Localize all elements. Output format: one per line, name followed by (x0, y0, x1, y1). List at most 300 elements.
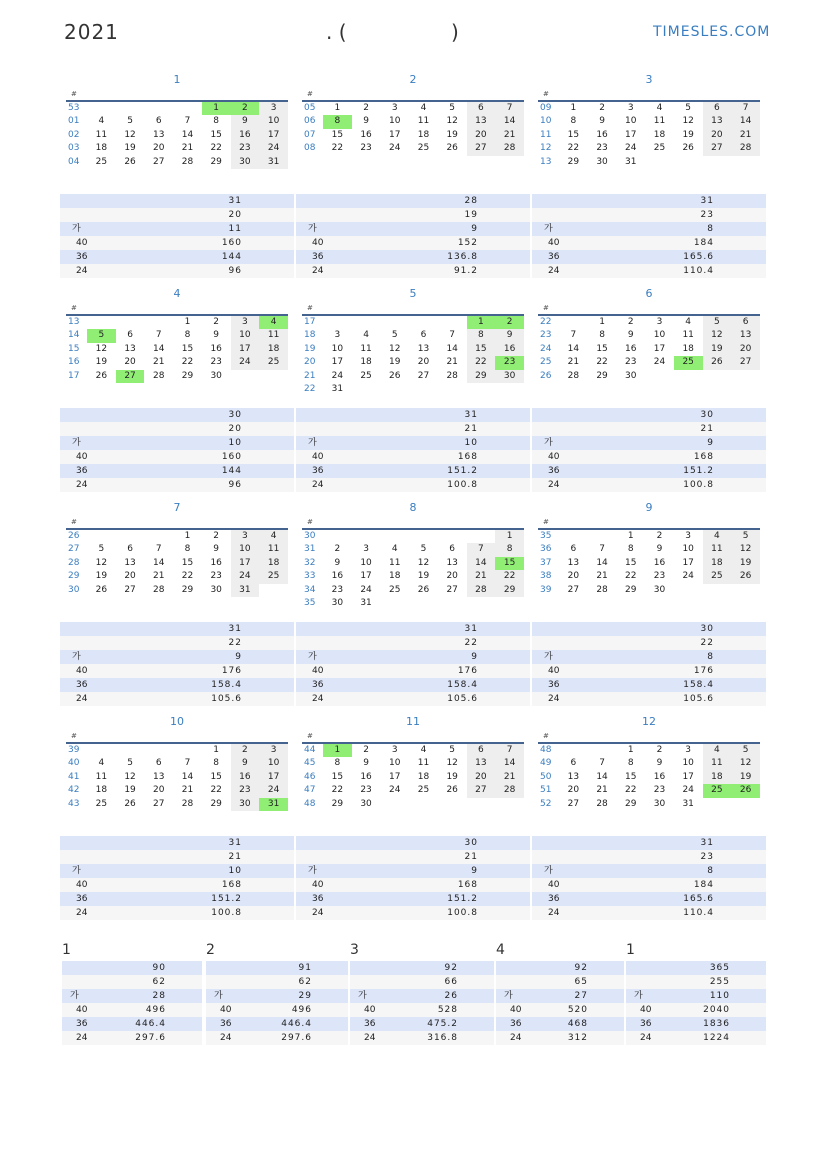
day-cell[interactable]: 30 (495, 370, 524, 383)
day-cell[interactable]: 26 (446, 785, 458, 796)
day-cell[interactable]: 18 (703, 771, 732, 784)
day-cell[interactable]: 4 (259, 530, 288, 543)
day-cell[interactable]: 10 (625, 116, 637, 127)
day-cell[interactable]: 23 (653, 571, 666, 582)
day-cell[interactable]: 24 (625, 143, 637, 154)
day-cell[interactable]: 6 (467, 744, 496, 757)
day-cell[interactable]: 19 (389, 357, 401, 368)
day-cell[interactable]: 16 (596, 129, 608, 140)
day-cell[interactable]: 11 (95, 771, 108, 782)
day-cell[interactable]: 29 (181, 370, 194, 381)
day-cell[interactable]: 6 (703, 102, 732, 115)
day-cell[interactable]: 28 (467, 584, 496, 597)
day-cell[interactable]: 27 (153, 156, 165, 167)
day-cell[interactable]: 8 (627, 544, 634, 555)
day-cell[interactable]: 14 (153, 343, 165, 354)
day-cell[interactable]: 3 (685, 745, 692, 755)
day-cell[interactable]: 25 (674, 356, 703, 369)
day-cell[interactable]: 5 (449, 745, 456, 755)
day-cell[interactable]: 5 (731, 530, 760, 543)
day-cell[interactable]: 26 (731, 784, 760, 797)
day-cell[interactable]: 23 (653, 785, 666, 796)
day-cell[interactable]: 4 (656, 103, 663, 113)
day-cell[interactable]: 20 (124, 357, 136, 368)
day-cell[interactable]: 15 (596, 343, 608, 354)
day-cell[interactable]: 10 (231, 543, 260, 556)
day-cell[interactable]: 2 (363, 103, 369, 113)
day-cell[interactable]: 30 (360, 798, 372, 809)
day-cell[interactable]: 22 (181, 571, 194, 582)
day-cell[interactable]: 12 (446, 116, 458, 127)
day-cell[interactable]: 11 (703, 543, 732, 556)
day-cell[interactable]: 23 (210, 571, 222, 582)
day-cell[interactable]: 25 (703, 570, 732, 583)
day-cell[interactable]: 22 (625, 571, 637, 582)
day-cell[interactable]: 7 (731, 102, 760, 115)
day-cell[interactable]: 20 (417, 357, 430, 368)
day-cell[interactable]: 20 (703, 129, 732, 142)
day-cell[interactable]: 6 (420, 330, 427, 341)
day-cell[interactable]: 14 (467, 557, 496, 570)
day-cell[interactable]: 13 (153, 129, 165, 140)
day-cell[interactable]: 17 (360, 571, 372, 582)
day-cell[interactable]: 13 (124, 343, 136, 354)
day-cell[interactable]: 22 (331, 143, 344, 154)
day-cell[interactable]: 25 (653, 143, 666, 154)
day-cell[interactable]: 31 (259, 156, 288, 169)
day-cell[interactable]: 19 (95, 357, 108, 368)
day-cell[interactable]: 24 (360, 584, 372, 595)
day-cell[interactable]: 7 (599, 544, 605, 555)
day-cell[interactable]: 22 (467, 356, 496, 369)
day-cell[interactable]: 9 (363, 116, 369, 127)
day-cell[interactable]: 20 (446, 571, 458, 582)
day-cell[interactable]: 11 (417, 116, 430, 127)
day-cell[interactable]: 8 (213, 116, 220, 127)
day-cell[interactable]: 18 (259, 343, 288, 356)
day-cell[interactable]: 28 (181, 798, 194, 809)
day-cell[interactable]: 28 (596, 798, 608, 809)
day-cell[interactable]: 5 (703, 316, 732, 329)
day-cell[interactable]: 3 (231, 530, 260, 543)
day-cell[interactable]: 14 (181, 771, 194, 782)
day-cell[interactable]: 1 (627, 531, 634, 541)
day-cell[interactable]: 17 (231, 557, 260, 570)
day-cell[interactable]: 14 (153, 557, 165, 568)
month-title[interactable]: 6 (645, 287, 653, 300)
day-cell[interactable]: 4 (685, 317, 692, 327)
day-cell[interactable]: 30 (331, 598, 344, 609)
day-cell[interactable]: 18 (703, 557, 732, 570)
day-cell[interactable]: 13 (153, 771, 165, 782)
day-cell[interactable]: 4 (420, 745, 427, 755)
day-cell[interactable]: 10 (259, 115, 288, 128)
day-cell[interactable]: 3 (259, 744, 288, 757)
day-cell[interactable]: 14 (731, 115, 760, 128)
day-cell[interactable]: 26 (389, 370, 401, 381)
day-cell[interactable]: 24 (389, 785, 401, 796)
day-cell[interactable]: 17 (231, 343, 260, 356)
day-cell[interactable]: 2 (627, 317, 634, 327)
day-cell[interactable]: 24 (231, 570, 260, 583)
day-cell[interactable]: 5 (87, 329, 116, 342)
day-cell[interactable]: 28 (181, 156, 194, 167)
day-cell[interactable]: 2 (363, 745, 369, 755)
day-cell[interactable]: 29 (625, 584, 637, 595)
day-cell[interactable]: 7 (184, 758, 191, 769)
day-cell[interactable]: 23 (625, 357, 637, 368)
day-cell[interactable]: 19 (417, 571, 430, 582)
day-cell[interactable]: 17 (389, 771, 401, 782)
day-cell[interactable]: 29 (331, 798, 344, 809)
month-title[interactable]: 1 (173, 73, 181, 86)
day-cell[interactable]: 9 (599, 116, 605, 127)
day-cell[interactable]: 8 (570, 116, 577, 127)
day-cell[interactable]: 26 (731, 570, 760, 583)
month-title[interactable]: 12 (642, 715, 656, 728)
day-cell[interactable]: 30 (231, 798, 260, 811)
day-cell[interactable]: 27 (124, 584, 136, 595)
day-cell[interactable]: 15 (567, 129, 580, 140)
day-cell[interactable]: 5 (98, 544, 105, 555)
day-cell[interactable]: 9 (627, 330, 634, 341)
day-cell[interactable]: 29 (495, 584, 524, 597)
day-cell[interactable]: 25 (95, 156, 108, 167)
day-cell[interactable]: 15 (331, 129, 344, 140)
day-cell[interactable]: 5 (391, 330, 398, 341)
site-logo[interactable]: TIMESLES.COM (653, 24, 771, 40)
day-cell[interactable]: 28 (731, 142, 760, 155)
day-cell[interactable]: 3 (391, 745, 398, 755)
day-cell[interactable]: 16 (360, 129, 372, 140)
day-cell[interactable]: 17 (682, 771, 694, 782)
day-cell[interactable]: 30 (596, 156, 608, 167)
day-cell[interactable]: 31 (331, 384, 344, 395)
day-cell[interactable]: 24 (682, 785, 694, 796)
day-cell[interactable]: 1 (202, 102, 231, 115)
day-cell[interactable]: 2 (656, 745, 663, 755)
day-cell[interactable]: 9 (495, 329, 524, 342)
day-cell[interactable]: 17 (389, 129, 401, 140)
day-cell[interactable]: 17 (259, 771, 288, 784)
day-cell[interactable]: 17 (259, 129, 288, 142)
day-cell[interactable]: 21 (596, 571, 608, 582)
day-cell[interactable]: 20 (124, 571, 136, 582)
day-cell[interactable]: 7 (467, 543, 496, 556)
day-cell[interactable]: 13 (467, 757, 496, 770)
day-cell[interactable]: 28 (153, 584, 165, 595)
day-cell[interactable]: 7 (449, 330, 456, 341)
day-cell[interactable]: 23 (360, 785, 372, 796)
day-cell[interactable]: 12 (731, 543, 760, 556)
day-cell[interactable]: 23 (360, 143, 372, 154)
day-cell[interactable]: 11 (259, 329, 288, 342)
day-cell[interactable]: 2 (231, 102, 260, 115)
day-cell[interactable]: 29 (467, 370, 496, 383)
day-cell[interactable]: 28 (153, 370, 165, 381)
day-cell[interactable]: 28 (567, 370, 580, 381)
day-cell[interactable]: 1 (495, 530, 524, 543)
day-cell[interactable]: 17 (625, 129, 637, 140)
day-cell[interactable]: 12 (389, 343, 401, 354)
day-cell[interactable]: 30 (653, 798, 666, 809)
day-cell[interactable]: 9 (656, 758, 663, 769)
day-cell[interactable]: 7 (184, 116, 191, 127)
day-cell[interactable]: 27 (467, 784, 496, 797)
day-cell[interactable]: 18 (95, 785, 108, 796)
day-cell[interactable]: 5 (449, 103, 456, 113)
day-cell[interactable]: 25 (389, 584, 401, 595)
day-cell[interactable]: 15 (495, 557, 524, 570)
day-cell[interactable]: 8 (184, 330, 191, 341)
day-cell[interactable]: 15 (331, 771, 344, 782)
day-cell[interactable]: 23 (231, 784, 260, 797)
month-title[interactable]: 7 (173, 501, 181, 514)
day-cell[interactable]: 10 (360, 557, 372, 568)
day-cell[interactable]: 15 (467, 343, 496, 356)
day-cell[interactable]: 25 (360, 370, 372, 381)
day-cell[interactable]: 17 (682, 557, 694, 568)
day-cell[interactable]: 11 (95, 129, 108, 140)
day-cell[interactable]: 21 (153, 571, 165, 582)
day-cell[interactable]: 27 (116, 370, 145, 383)
day-cell[interactable]: 19 (446, 129, 458, 140)
day-cell[interactable]: 20 (153, 785, 165, 796)
day-cell[interactable]: 29 (567, 156, 580, 167)
day-cell[interactable]: 9 (334, 557, 341, 568)
day-cell[interactable]: 26 (446, 143, 458, 154)
day-cell[interactable]: 21 (181, 785, 194, 796)
day-cell[interactable]: 12 (124, 129, 136, 140)
day-cell[interactable]: 23 (331, 584, 344, 595)
day-cell[interactable]: 6 (570, 544, 577, 555)
day-cell[interactable]: 3 (363, 544, 369, 555)
day-cell[interactable]: 14 (495, 115, 524, 128)
day-cell[interactable]: 9 (213, 544, 220, 555)
day-cell[interactable]: 24 (259, 142, 288, 155)
month-title[interactable]: 8 (409, 501, 417, 514)
day-cell[interactable]: 18 (360, 357, 372, 368)
day-cell[interactable]: 13 (446, 557, 458, 568)
day-cell[interactable]: 14 (596, 557, 608, 568)
day-cell[interactable]: 5 (127, 116, 133, 127)
day-cell[interactable]: 24 (331, 370, 344, 381)
day-cell[interactable]: 20 (467, 129, 496, 142)
day-cell[interactable]: 26 (95, 370, 108, 381)
day-cell[interactable]: 18 (417, 771, 430, 782)
day-cell[interactable]: 5 (731, 744, 760, 757)
day-cell[interactable]: 10 (389, 758, 401, 769)
day-cell[interactable]: 24 (231, 356, 260, 369)
day-cell[interactable]: 12 (682, 116, 694, 127)
day-cell[interactable]: 11 (682, 330, 694, 341)
day-cell[interactable]: 27 (731, 356, 760, 369)
day-cell[interactable]: 22 (596, 357, 608, 368)
day-cell[interactable]: 14 (495, 757, 524, 770)
day-cell[interactable]: 18 (653, 129, 666, 140)
day-cell[interactable]: 9 (363, 758, 369, 769)
day-cell[interactable]: 15 (625, 771, 637, 782)
day-cell[interactable]: 19 (682, 129, 694, 140)
day-cell[interactable]: 20 (567, 571, 580, 582)
day-cell[interactable]: 25 (417, 143, 430, 154)
day-cell[interactable]: 7 (155, 330, 162, 341)
day-cell[interactable]: 19 (731, 557, 760, 570)
day-cell[interactable]: 10 (331, 343, 344, 354)
month-title[interactable]: 3 (645, 73, 653, 86)
day-cell[interactable]: 9 (231, 757, 260, 770)
day-cell[interactable]: 2 (213, 531, 220, 541)
day-cell[interactable]: 20 (467, 771, 496, 784)
day-cell[interactable]: 10 (389, 116, 401, 127)
day-cell[interactable]: 16 (625, 343, 637, 354)
day-cell[interactable]: 8 (627, 758, 634, 769)
day-cell[interactable]: 16 (231, 129, 260, 142)
day-cell[interactable]: 16 (360, 771, 372, 782)
day-cell[interactable]: 13 (703, 115, 732, 128)
day-cell[interactable]: 11 (703, 757, 732, 770)
month-title[interactable]: 4 (173, 287, 181, 300)
day-cell[interactable]: 31 (682, 798, 694, 809)
day-cell[interactable]: 8 (495, 543, 524, 556)
day-cell[interactable]: 4 (98, 758, 105, 769)
day-cell[interactable]: 19 (446, 771, 458, 782)
day-cell[interactable]: 4 (703, 744, 732, 757)
day-cell[interactable]: 8 (213, 758, 220, 769)
day-cell[interactable]: 18 (417, 129, 430, 140)
day-cell[interactable]: 12 (417, 557, 430, 568)
month-title[interactable]: 11 (406, 715, 420, 728)
day-cell[interactable]: 17 (653, 343, 666, 354)
day-cell[interactable]: 6 (467, 102, 496, 115)
day-cell[interactable]: 15 (625, 557, 637, 568)
day-cell[interactable]: 25 (259, 356, 288, 369)
day-cell[interactable]: 25 (703, 784, 732, 797)
day-cell[interactable]: 6 (155, 758, 162, 769)
day-cell[interactable]: 16 (331, 571, 344, 582)
day-cell[interactable]: 30 (231, 156, 260, 169)
day-cell[interactable]: 30 (653, 584, 666, 595)
day-cell[interactable]: 4 (259, 316, 288, 329)
day-cell[interactable]: 22 (210, 785, 222, 796)
day-cell[interactable]: 6 (570, 758, 577, 769)
day-cell[interactable]: 1 (570, 103, 577, 113)
day-cell[interactable]: 11 (389, 557, 401, 568)
day-cell[interactable]: 25 (95, 798, 108, 809)
day-cell[interactable]: 25 (417, 785, 430, 796)
day-cell[interactable]: 9 (656, 544, 663, 555)
day-cell[interactable]: 16 (653, 557, 666, 568)
day-cell[interactable]: 26 (124, 156, 136, 167)
day-cell[interactable]: 3 (334, 330, 341, 341)
day-cell[interactable]: 5 (685, 103, 692, 113)
day-cell[interactable]: 12 (731, 757, 760, 770)
day-cell[interactable]: 5 (127, 758, 133, 769)
day-cell[interactable]: 1 (184, 317, 191, 327)
day-cell[interactable]: 29 (596, 370, 608, 381)
day-cell[interactable]: 27 (567, 584, 580, 595)
day-cell[interactable]: 27 (417, 370, 430, 381)
day-cell[interactable]: 22 (331, 785, 344, 796)
day-cell[interactable]: 29 (210, 156, 222, 167)
day-cell[interactable]: 30 (625, 370, 637, 381)
day-cell[interactable]: 3 (656, 317, 663, 327)
day-cell[interactable]: 1 (627, 745, 634, 755)
day-cell[interactable]: 28 (596, 584, 608, 595)
day-cell[interactable]: 14 (181, 129, 194, 140)
day-cell[interactable]: 11 (360, 343, 372, 354)
day-cell[interactable]: 26 (417, 584, 430, 595)
day-cell[interactable]: 24 (653, 357, 666, 368)
day-cell[interactable]: 1 (599, 317, 605, 327)
day-cell[interactable]: 8 (323, 115, 352, 128)
day-cell[interactable]: 18 (95, 143, 108, 154)
day-cell[interactable]: 23 (210, 357, 222, 368)
day-cell[interactable]: 21 (467, 570, 496, 583)
day-cell[interactable]: 27 (467, 142, 496, 155)
day-cell[interactable]: 11 (259, 543, 288, 556)
day-cell[interactable]: 13 (124, 557, 136, 568)
day-cell[interactable]: 27 (446, 584, 458, 595)
day-cell[interactable]: 11 (653, 116, 666, 127)
day-cell[interactable]: 30 (210, 370, 222, 381)
day-cell[interactable]: 24 (389, 143, 401, 154)
day-cell[interactable]: 12 (703, 329, 732, 342)
day-cell[interactable]: 7 (570, 330, 577, 341)
day-cell[interactable]: 27 (153, 798, 165, 809)
day-cell[interactable]: 21 (495, 129, 524, 142)
day-cell[interactable]: 8 (599, 330, 605, 341)
day-cell[interactable]: 7 (599, 758, 605, 769)
day-cell[interactable]: 28 (495, 784, 524, 797)
day-cell[interactable]: 1 (323, 744, 352, 757)
day-cell[interactable]: 25 (259, 570, 288, 583)
day-cell[interactable]: 30 (210, 584, 222, 595)
day-cell[interactable]: 2 (334, 544, 341, 555)
day-cell[interactable]: 28 (446, 370, 458, 381)
day-cell[interactable]: 19 (95, 571, 108, 582)
day-cell[interactable]: 8 (467, 329, 496, 342)
day-cell[interactable]: 3 (259, 102, 288, 115)
day-cell[interactable]: 15 (181, 343, 194, 354)
day-cell[interactable]: 23 (231, 142, 260, 155)
day-cell[interactable]: 17 (331, 357, 344, 368)
day-cell[interactable]: 2 (231, 744, 260, 757)
day-cell[interactable]: 2 (656, 531, 663, 541)
day-cell[interactable]: 6 (731, 316, 760, 329)
day-cell[interactable]: 22 (181, 357, 194, 368)
day-cell[interactable]: 20 (567, 785, 580, 796)
day-cell[interactable]: 4 (703, 530, 732, 543)
day-cell[interactable]: 20 (153, 143, 165, 154)
day-cell[interactable]: 20 (731, 343, 760, 356)
day-cell[interactable]: 13 (417, 343, 430, 354)
day-cell[interactable]: 8 (334, 758, 341, 769)
day-cell[interactable]: 22 (210, 143, 222, 154)
day-cell[interactable]: 16 (495, 343, 524, 356)
day-cell[interactable]: 10 (682, 544, 694, 555)
day-cell[interactable]: 8 (184, 544, 191, 555)
day-cell[interactable]: 21 (446, 357, 458, 368)
day-cell[interactable]: 6 (155, 116, 162, 127)
day-cell[interactable]: 12 (124, 771, 136, 782)
day-cell[interactable]: 21 (596, 785, 608, 796)
day-cell[interactable]: 7 (155, 544, 162, 555)
day-cell[interactable]: 18 (682, 343, 694, 354)
day-cell[interactable]: 4 (363, 330, 369, 341)
day-cell[interactable]: 24 (259, 784, 288, 797)
day-cell[interactable]: 22 (495, 570, 524, 583)
